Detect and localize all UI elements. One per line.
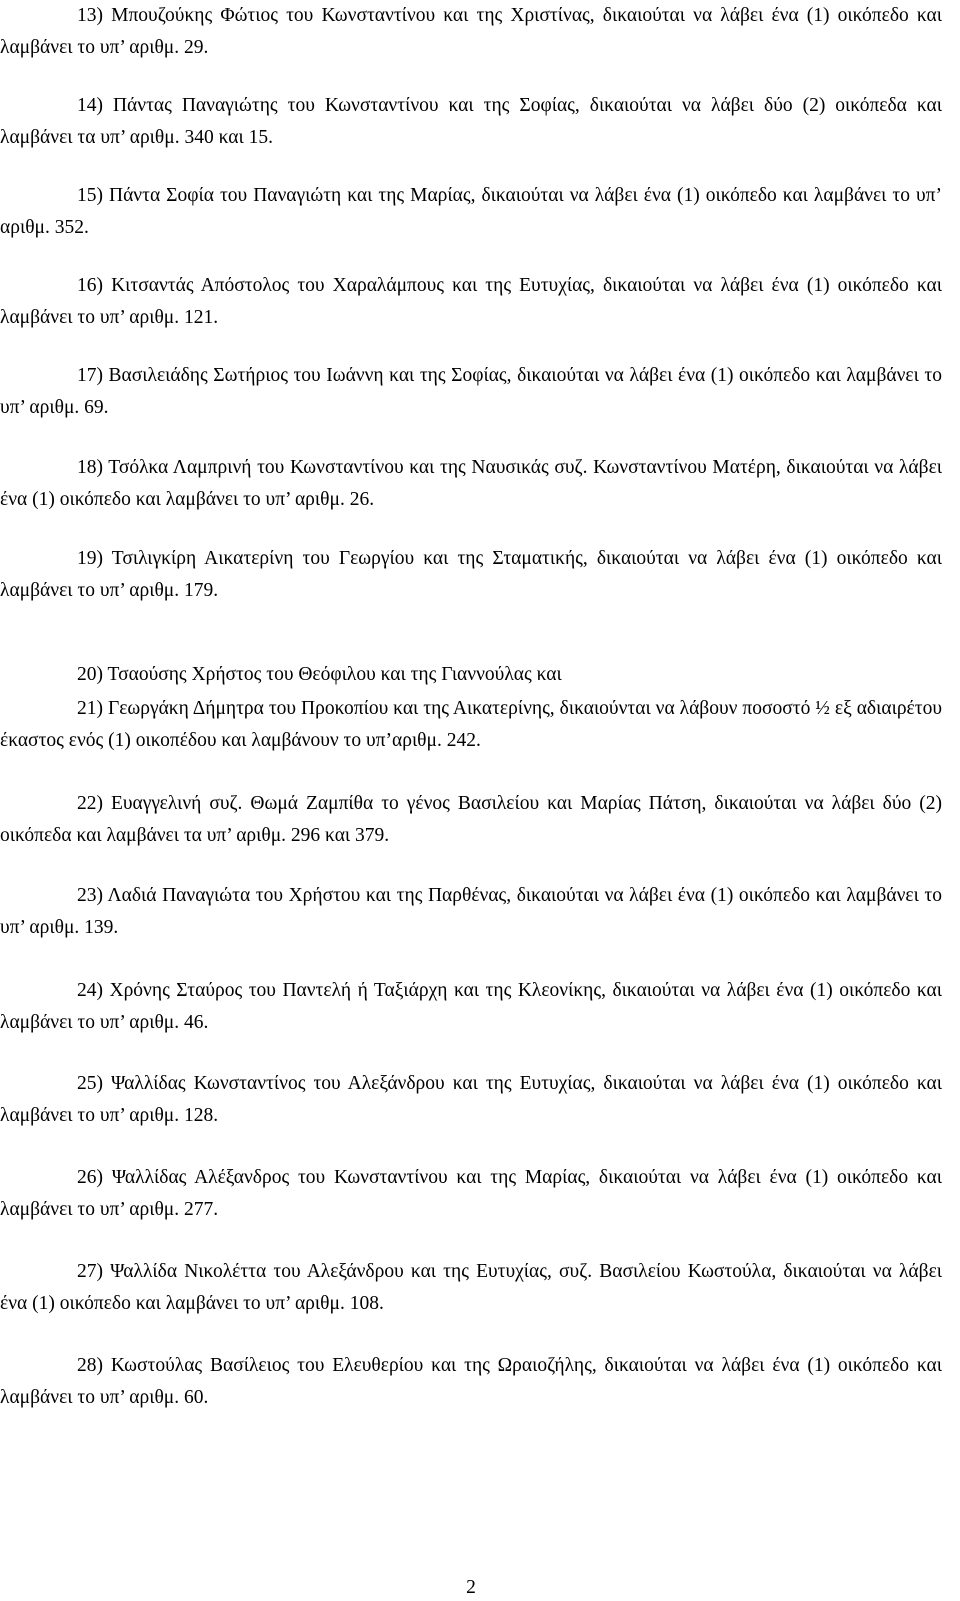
entry-24: 24) Χρόνης Σταύρος του Παντελή ή Ταξιάρχη και της Κλεονίκης, δικαιούται να λάβει ένα (1) οικόπεδο και λαμβάνει το υπ’ αριθμ. 46. (0, 980, 942, 1033)
entry-22: 22) Ευαγγελινή συζ. Θωμά Ζαμπίθα το γένος Βασιλείου και Μαρίας Πάτση, δικαιούται να λάβει δύο (2) οικόπεδα και λαμβάνει τα υπ’ αριθμ. 296 και 379. (0, 793, 942, 846)
entry-23: 23) Λαδιά Παναγιώτα του Χρήστου και της Παρθένας, δικαιούται να λάβει ένα (1) οικόπεδο και λαμβάνει το υπ’ αριθμ. 139. (0, 885, 942, 938)
entry-20: 20) Τσαούσης Χρήστος του Θεόφιλου και της Γιαννούλας και (77, 664, 562, 685)
entry-18: 18) Τσόλκα Λαμπρινή του Κωνσταντίνου και της Ναυσικάς συζ. Κωνσταντίνου Ματέρη, δικαιούται να λάβει ένα (1) οικόπεδο και λαμβάνει το υπ’ αριθμ. 26. (0, 457, 942, 510)
entry-28: 28) Κωστούλας Βασίλειος του Ελευθερίου και της Ωραιοζήλης, δικαιούται να λάβει ένα (1) οικόπεδο και λαμβάνει το υπ’ αριθμ. 60. (0, 1355, 942, 1408)
entry-16: 16) Κιτσαντάς Απόστολος του Χαραλάμπους και της Ευτυχίας, δικαιούται να λάβει ένα (1) οικόπεδο και λαμβάνει το υπ’ αριθμ. 121. (0, 275, 942, 328)
entry-13: 13) Μπουζούκης Φώτιος του Κωνσταντίνου και της Χριστίνας, δικαιούται να λάβει ένα (1) οικόπεδο και λαμβάνει το υπ’ αριθμ. 29. (0, 5, 942, 58)
entry-19: 19) Τσιλιγκίρη Αικατερίνη του Γεωργίου και της Σταματικής, δικαιούται να λάβει ένα (1) οικόπεδο και λαμβάνει το υπ’ αριθμ. 179. (0, 548, 942, 601)
entry-27: 27) Ψαλλίδα Νικολέττα του Αλεξάνδρου και της Ευτυχίας, συζ. Βασιλείου Κωστούλα, δικαιούται να λάβει ένα (1) οικόπεδο και λαμβάνει το υπ’ αριθμ. 108. (0, 1261, 942, 1314)
page-number: 2 (466, 1577, 476, 1598)
entry-25: 25) Ψαλλίδας Κωνσταντίνος του Αλεξάνδρου και της Ευτυχίας, δικαιούται να λάβει ένα (1) οικόπεδο και λαμβάνει το υπ’ αριθμ. 128. (0, 1073, 942, 1126)
entry-14: 14) Πάντας Παναγιώτης του Κωνσταντίνου και της Σοφίας, δικαιούται να λάβει δύο (2) οικόπεδα και λαμβάνει τα υπ’ αριθμ. 340 και 15. (0, 95, 942, 148)
entry-15: 15) Πάντα Σοφία του Παναγιώτη και της Μαρίας, δικαιούται να λάβει ένα (1) οικόπεδο και λαμβάνει το υπ’ αριθμ. 352. (0, 185, 942, 238)
entry-26: 26) Ψαλλίδας Αλέξανδρος του Κωνσταντίνου και της Μαρίας, δικαιούται να λάβει ένα (1) οικόπεδο και λαμβάνει το υπ’ αριθμ. 277. (0, 1167, 942, 1220)
entry-17: 17) Βασιλειάδης Σωτήριος του Ιωάννη και της Σοφίας, δικαιούται να λάβει ένα (1) οικόπεδο και λαμβάνει το υπ’ αριθμ. 69. (0, 365, 942, 418)
entry-21: 21) Γεωργάκη Δήμητρα του Προκοπίου και της Αικατερίνης, δικαιούνται να λάβουν ποσοστό ½ εξ αδιαιρέτου έκαστος ενός (1) οικοπέδου και λαμβάνουν το υπ’αριθμ. 242. (0, 698, 942, 751)
